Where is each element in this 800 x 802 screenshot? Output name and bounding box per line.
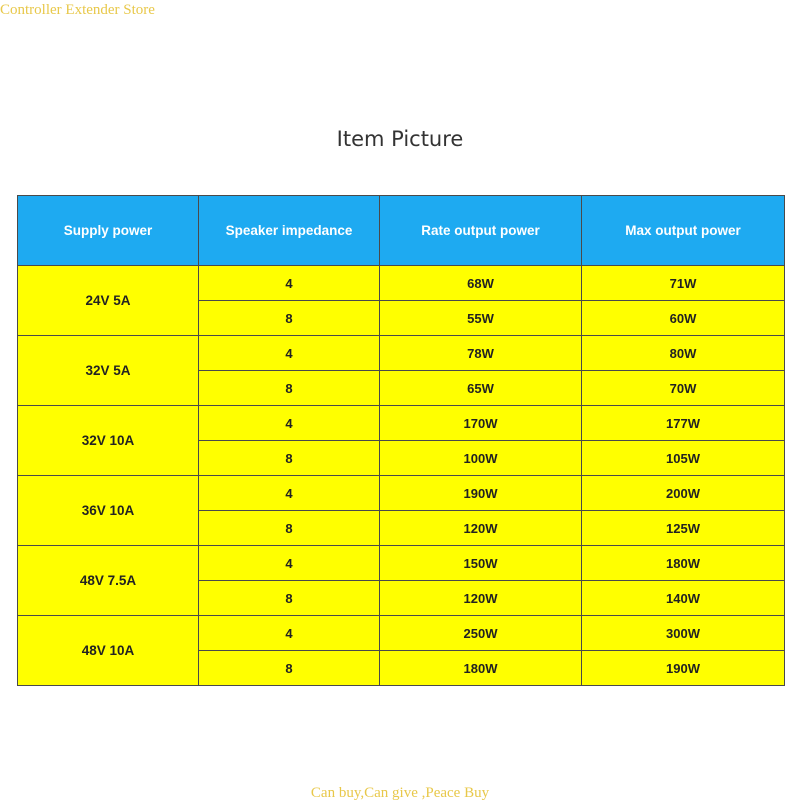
max-output-cell: 180W: [582, 546, 785, 581]
table-header-row: [18, 196, 785, 266]
impedance-cell: 4: [199, 546, 380, 581]
supply-power-cell: 24V 5A: [18, 266, 199, 336]
table-row: [18, 336, 785, 371]
max-output-cell: 140W: [582, 581, 785, 616]
table-row: [18, 476, 785, 511]
impedance-cell: 4: [199, 406, 380, 441]
header-max-output-power: Max output power: [582, 196, 785, 266]
header-speaker-impedance: Speaker impedance: [199, 196, 380, 266]
impedance-cell: 8: [199, 651, 380, 686]
max-output-cell: 125W: [582, 511, 785, 546]
supply-power-cell: 32V 10A: [18, 406, 199, 476]
rate-output-cell: 120W: [380, 581, 582, 616]
rate-output-cell: 150W: [380, 546, 582, 581]
impedance-cell: 8: [199, 441, 380, 476]
max-output-cell: 105W: [582, 441, 785, 476]
rate-output-cell: 68W: [380, 266, 582, 301]
table-row: [18, 546, 785, 581]
rate-output-cell: 100W: [380, 441, 582, 476]
impedance-cell: 8: [199, 371, 380, 406]
max-output-cell: 70W: [582, 371, 785, 406]
max-output-cell: 190W: [582, 651, 785, 686]
impedance-cell: 8: [199, 581, 380, 616]
rate-output-cell: 180W: [380, 651, 582, 686]
table-row: [18, 266, 785, 301]
header-rate-output-power: Rate output power: [380, 196, 582, 266]
max-output-cell: 200W: [582, 476, 785, 511]
impedance-cell: 4: [199, 336, 380, 371]
max-output-cell: 60W: [582, 301, 785, 336]
page-title: Item Picture: [336, 127, 464, 151]
rate-output-cell: 65W: [380, 371, 582, 406]
impedance-cell: 4: [199, 266, 380, 301]
supply-power-cell: 48V 10A: [18, 616, 199, 686]
supply-power-cell: 48V 7.5A: [18, 546, 199, 616]
impedance-cell: 4: [199, 616, 380, 651]
table-row: [18, 406, 785, 441]
impedance-cell: 4: [199, 476, 380, 511]
max-output-cell: 71W: [582, 266, 785, 301]
slogan-watermark: Can buy,Can give ,Peace Buy: [310, 785, 490, 801]
rate-output-cell: 250W: [380, 616, 582, 651]
rate-output-cell: 55W: [380, 301, 582, 336]
store-watermark: Controller Extender Store: [0, 2, 155, 18]
max-output-cell: 177W: [582, 406, 785, 441]
header-supply-power: Supply power: [18, 196, 199, 266]
impedance-cell: 8: [199, 301, 380, 336]
supply-power-cell: 36V 10A: [18, 476, 199, 546]
rate-output-cell: 190W: [380, 476, 582, 511]
supply-power-cell: 32V 5A: [18, 336, 199, 406]
max-output-cell: 300W: [582, 616, 785, 651]
rate-output-cell: 78W: [380, 336, 582, 371]
rate-output-cell: 170W: [380, 406, 582, 441]
power-spec-table: [17, 195, 785, 686]
rate-output-cell: 120W: [380, 511, 582, 546]
impedance-cell: 8: [199, 511, 380, 546]
table-row: [18, 616, 785, 651]
max-output-cell: 80W: [582, 336, 785, 371]
